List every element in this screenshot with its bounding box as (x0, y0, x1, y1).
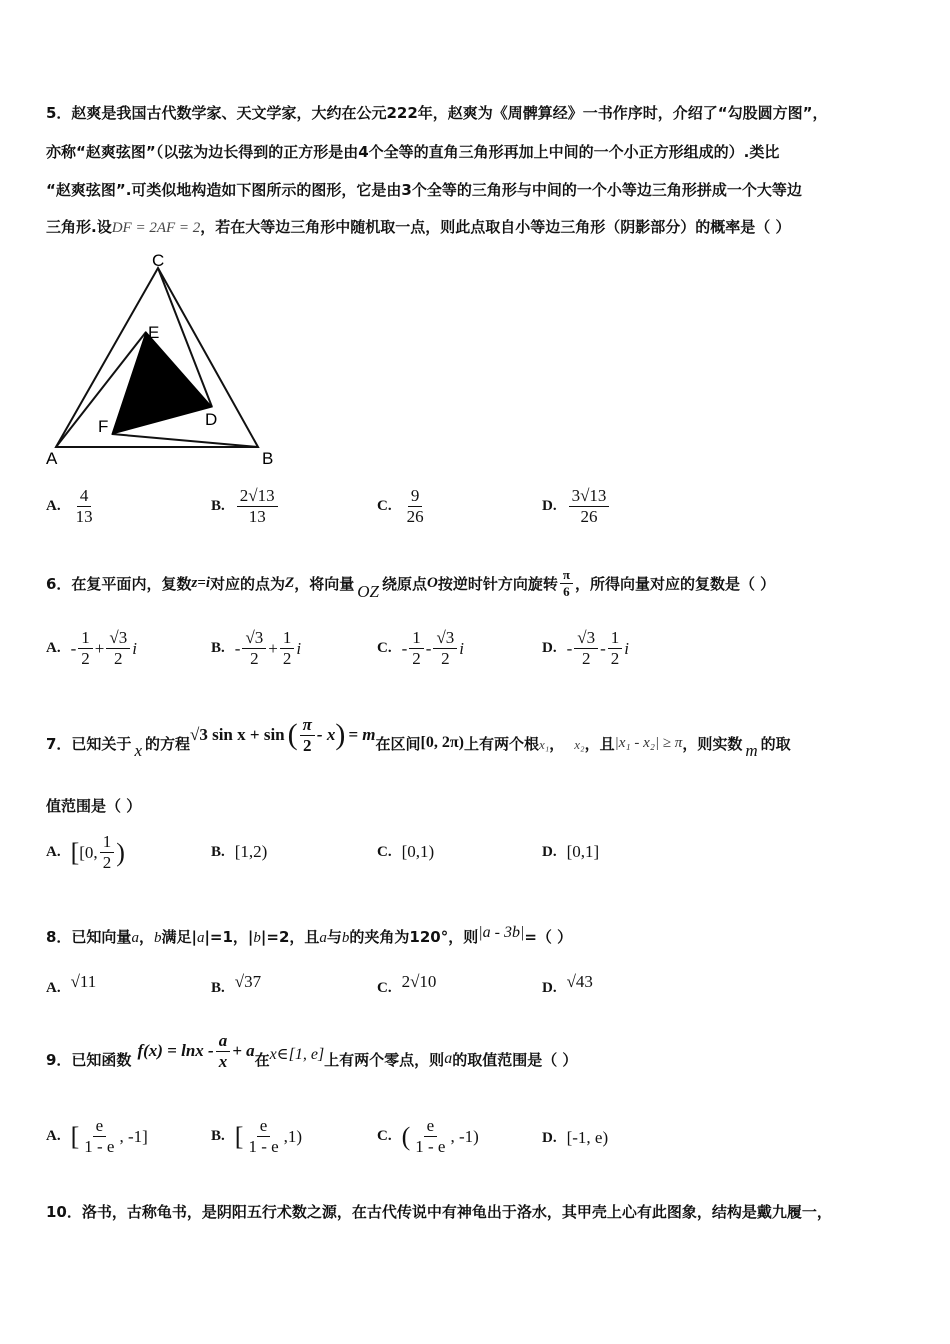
q7-mid5: ，则实数 (682, 734, 743, 753)
q5-line-2: 亦称“赵爽弦图”（以弦为边长得到的正方形是由4个全等的直角三角形再加上中间的一个小正方形组成的）.类比 (46, 143, 780, 161)
q8-vec-b: b (153, 930, 162, 946)
q8-mid1: 满足| (161, 928, 197, 946)
q5-line-4-pre: 三角形.设 (46, 218, 112, 236)
q7-comma: ， (549, 734, 565, 753)
denominator: 2 (610, 649, 620, 668)
q5-line-4-post: ，若在大等边三角形中随机取一点，则此点取自小等边三角形（阴影部分）的概率是（ ） (200, 218, 791, 236)
sign: - (566, 638, 573, 658)
q5-option-b[interactable] (211, 486, 280, 527)
eq-part-c: = m (348, 725, 376, 744)
option-value: 2√10 (401, 972, 437, 991)
q8-vec-a: a (131, 930, 139, 946)
operator: - (425, 638, 432, 658)
q5-line-4 (46, 216, 791, 237)
label-A: A (46, 449, 58, 468)
q5-given-condition: DF = 2AF = 2 (111, 220, 201, 236)
q9-pre: 9．已知函数 (46, 1050, 132, 1069)
q7-x2: x₂ (574, 737, 585, 752)
fraction (404, 486, 427, 527)
q9-domain: x∈[1, e] (269, 1046, 325, 1063)
option-value: [0,1] (566, 842, 600, 861)
eq-part-b: - x (316, 725, 336, 744)
q7-option-d[interactable] (542, 842, 599, 862)
q8-vec-b-3: b (341, 930, 350, 946)
fraction (608, 628, 623, 669)
option-label: C. (377, 1128, 392, 1144)
denominator: 2 (81, 649, 90, 668)
fraction (412, 1116, 448, 1157)
q6-option-d[interactable] (542, 628, 629, 669)
denominator: 26 (580, 507, 598, 526)
denominator: 26 (406, 507, 424, 526)
q6-mid3: 绕原点 (381, 575, 427, 593)
option-label: D. (542, 979, 557, 996)
q8-mid4: 与 (326, 928, 342, 946)
option-label: A. (46, 979, 61, 996)
denominator: 2 (303, 735, 312, 755)
fraction (280, 628, 295, 669)
option-label: B. (211, 640, 225, 656)
numerator: 9 (408, 486, 423, 507)
denominator: 2 (581, 649, 591, 668)
fraction (78, 628, 93, 669)
fraction (433, 628, 457, 669)
q6-option-b[interactable] (211, 628, 301, 669)
denominator: 13 (248, 507, 266, 526)
option-value: [-1, e) (566, 1128, 609, 1147)
shaded-small-triangle (112, 332, 212, 434)
label-E: E (148, 323, 160, 342)
interval-end: , -1) (450, 1126, 479, 1146)
q6-options (46, 628, 926, 678)
option-label: B. (211, 498, 225, 514)
paren-open: ( (287, 718, 298, 751)
option-value: √11 (70, 972, 97, 991)
sign: - (70, 638, 77, 658)
q8-vec-a-2: a (196, 930, 205, 946)
q6-option-c[interactable] (377, 628, 464, 669)
fraction (409, 628, 424, 669)
q5-triangle-figure (40, 244, 290, 469)
q6-mid2: ，将向量 (294, 575, 355, 593)
denominator: 1 - e (415, 1137, 446, 1156)
option-label: A. (46, 498, 61, 514)
q8-option-a[interactable] (46, 972, 97, 998)
q7-option-a[interactable] (46, 832, 125, 873)
option-label: C. (377, 979, 392, 996)
numerator: 1 (78, 628, 93, 649)
interval-start: [ (70, 1121, 80, 1151)
q5-option-c[interactable] (377, 486, 429, 527)
q7-stem (46, 716, 791, 770)
numerator: π (300, 715, 315, 736)
q8-pre: 8．已知向量 (46, 928, 132, 946)
interval-end: ) (116, 837, 125, 867)
numerator: √3 (574, 628, 598, 649)
denominator: x (218, 1051, 228, 1071)
q6-mid1: 对应的点为 (210, 575, 286, 593)
q7-line-2: 值范围是（ ） (46, 797, 142, 815)
q8-vec-b-2: b (253, 930, 261, 946)
denominator: 2 (102, 853, 112, 872)
denominator: 2 (282, 649, 292, 668)
interval-end: , -1] (119, 1126, 148, 1146)
numerator: √3 (242, 628, 266, 649)
fraction (106, 628, 130, 669)
f-part-b: + a (232, 1041, 255, 1060)
option-label: B. (211, 843, 225, 860)
q9-mid2: 上有两个零点，则 (324, 1050, 445, 1069)
option-label: A. (46, 844, 61, 860)
label-B: B (262, 449, 274, 468)
q7-post: 的取 (760, 734, 791, 753)
numerator: 1 (100, 832, 115, 853)
option-label: D. (542, 843, 557, 860)
numerator: e (257, 1116, 271, 1137)
q8-mid3: |=2，且 (260, 928, 320, 946)
option-label: B. (211, 1128, 225, 1144)
q7-x1: x₁ (538, 737, 550, 752)
label-D: D (205, 410, 218, 429)
option-label: C. (377, 843, 392, 860)
imaginary-unit: i (296, 638, 302, 658)
q7-m: m (745, 741, 758, 760)
numerator: 2√13 (237, 486, 278, 507)
q7-option-b[interactable] (211, 842, 267, 862)
option-label: B. (211, 979, 225, 996)
numerator: √3 (106, 628, 130, 649)
interval-start: [0, (79, 842, 98, 862)
q6-mid4: 按逆时针方向旋转 (437, 575, 558, 593)
q6-option-a[interactable] (46, 628, 137, 669)
q9-option-b[interactable] (211, 1116, 302, 1157)
option-value: [0,1) (401, 842, 435, 861)
interval-start: [ (234, 1121, 244, 1151)
fraction (300, 715, 315, 756)
q6-z: z=i (191, 575, 211, 591)
f-part-a: f(x) = lnx - (137, 1041, 214, 1060)
q7-mid3: 上有两个根 (463, 734, 539, 753)
q8-stem (46, 926, 572, 947)
denominator: 2 (250, 649, 259, 668)
q10-line-1: 10．洛书，古称龟书，是阴阳五行术数之源，在古代传说中有神龟出于洛水，其甲壳上心有此图象，结构是戴九履一， (46, 1203, 832, 1221)
q7-options (46, 832, 926, 882)
q8-option-b[interactable] (211, 972, 262, 998)
q7-option-c[interactable] (377, 842, 434, 862)
numerator: a (216, 1031, 231, 1052)
numerator: e (93, 1116, 107, 1137)
q5-option-d[interactable] (542, 486, 611, 527)
imaginary-unit: i (624, 638, 630, 658)
numerator: √3 (433, 628, 457, 649)
sign: - (401, 638, 408, 658)
q7-mid2: 在区间 (375, 734, 421, 753)
q9-post: 的取值范围是（ ） (452, 1050, 578, 1069)
option-value: [1,2) (234, 842, 268, 861)
operator: - (600, 638, 606, 658)
q9-option-d[interactable] (542, 1128, 608, 1148)
q8-post: =（ ） (524, 928, 573, 946)
q8-mid5: 的夹角为120°，则 (349, 928, 479, 946)
label-C: C (152, 251, 165, 270)
numerator: π (560, 567, 573, 584)
fraction (569, 486, 610, 527)
imaginary-unit: i (132, 638, 137, 658)
imaginary-unit: i (459, 638, 465, 658)
operator: + (268, 638, 278, 658)
q6-rotation-angle (560, 567, 573, 600)
option-label: A. (46, 640, 61, 656)
q5-line-1: 5．赵爽是我国古代数学家、天文学家，大约在公元222年，赵爽为《周髀算经》一书作序时，介绍了“勾股圆方图”， (46, 104, 828, 122)
option-label: C. (377, 498, 392, 514)
q9-options (46, 1116, 926, 1166)
fraction (216, 1031, 231, 1072)
fraction (237, 486, 278, 527)
q6-stem (46, 567, 775, 600)
interval-end: ,1) (283, 1126, 303, 1146)
fraction (73, 486, 96, 527)
denominator: 13 (75, 507, 93, 526)
numerator: 1 (409, 628, 424, 649)
paren-close: ) (335, 718, 346, 751)
q7-x: x (134, 741, 142, 760)
fraction (574, 628, 598, 669)
option-label: D. (542, 498, 557, 514)
fraction (81, 1116, 117, 1157)
q7-equation (190, 715, 375, 756)
q6-pre: 6．在复平面内，复数 (46, 575, 192, 593)
q9-stem (46, 1030, 578, 1084)
q9-option-c[interactable] (377, 1116, 479, 1157)
segment-BF (112, 434, 258, 447)
bracket-open: [ (70, 837, 80, 867)
option-value: √37 (234, 972, 262, 991)
q8-mid2: |=1，| (204, 928, 254, 946)
numerator: e (424, 1116, 438, 1137)
q6-vector-oz: OZ (357, 581, 379, 601)
fraction (245, 1116, 281, 1157)
denominator: 1 - e (248, 1137, 279, 1156)
option-label: A. (46, 1128, 61, 1144)
q7-condition: |x₁ - x₂| ≥ π (614, 734, 683, 751)
denominator: 6 (563, 584, 570, 599)
q8-options (46, 972, 926, 1008)
denominator: 2 (441, 649, 450, 668)
q9-function (137, 1031, 254, 1072)
q9-option-a[interactable] (46, 1116, 148, 1157)
option-label: D. (542, 1129, 557, 1146)
option-label: D. (542, 640, 557, 656)
option-label: C. (377, 640, 392, 656)
label-F: F (98, 417, 109, 436)
q7-interval: [0, 2π) (420, 734, 464, 751)
q8-option-d[interactable] (542, 972, 593, 998)
q8-vec-a-3: a (319, 930, 327, 946)
q5-option-a[interactable] (46, 486, 98, 527)
denominator: 2 (412, 649, 421, 668)
numerator: 1 (280, 628, 295, 649)
option-value: √43 (566, 972, 593, 991)
q8-expression: |a - 3b| (478, 924, 525, 941)
denominator: 1 - e (84, 1137, 115, 1156)
q5-line-3: “赵爽弦图”.可类似地构造如下图所示的图形，它是由3个全等的三角形与中间的一个小等边三角形拼成一个大等边 (46, 181, 802, 199)
q7-mid4: ，且 (584, 734, 615, 753)
fraction (100, 832, 115, 873)
numerator: 1 (608, 628, 623, 649)
q8-option-c[interactable] (377, 972, 437, 998)
q9-mid1: 在 (254, 1050, 270, 1069)
denominator: 2 (114, 649, 123, 668)
eq-part-a: √3 sin x + sin (190, 725, 285, 744)
numerator: 4 (77, 486, 92, 507)
q6-post: ，所得向量对应的复数是（ ） (574, 575, 776, 593)
numerator: 3√13 (569, 486, 610, 507)
q9-a: a (444, 1050, 453, 1067)
q8-sep: ， (138, 928, 154, 946)
operator: + (94, 638, 105, 658)
q5-options (46, 486, 926, 536)
q6-O: O (426, 575, 438, 591)
interval-start: ( (401, 1121, 411, 1151)
fraction (242, 628, 266, 669)
q6-Z: Z (285, 575, 295, 591)
sign: - (234, 638, 241, 658)
q7-mid1: 的方程 (145, 734, 191, 753)
q7-pre: 7．已知关于 (46, 734, 132, 753)
